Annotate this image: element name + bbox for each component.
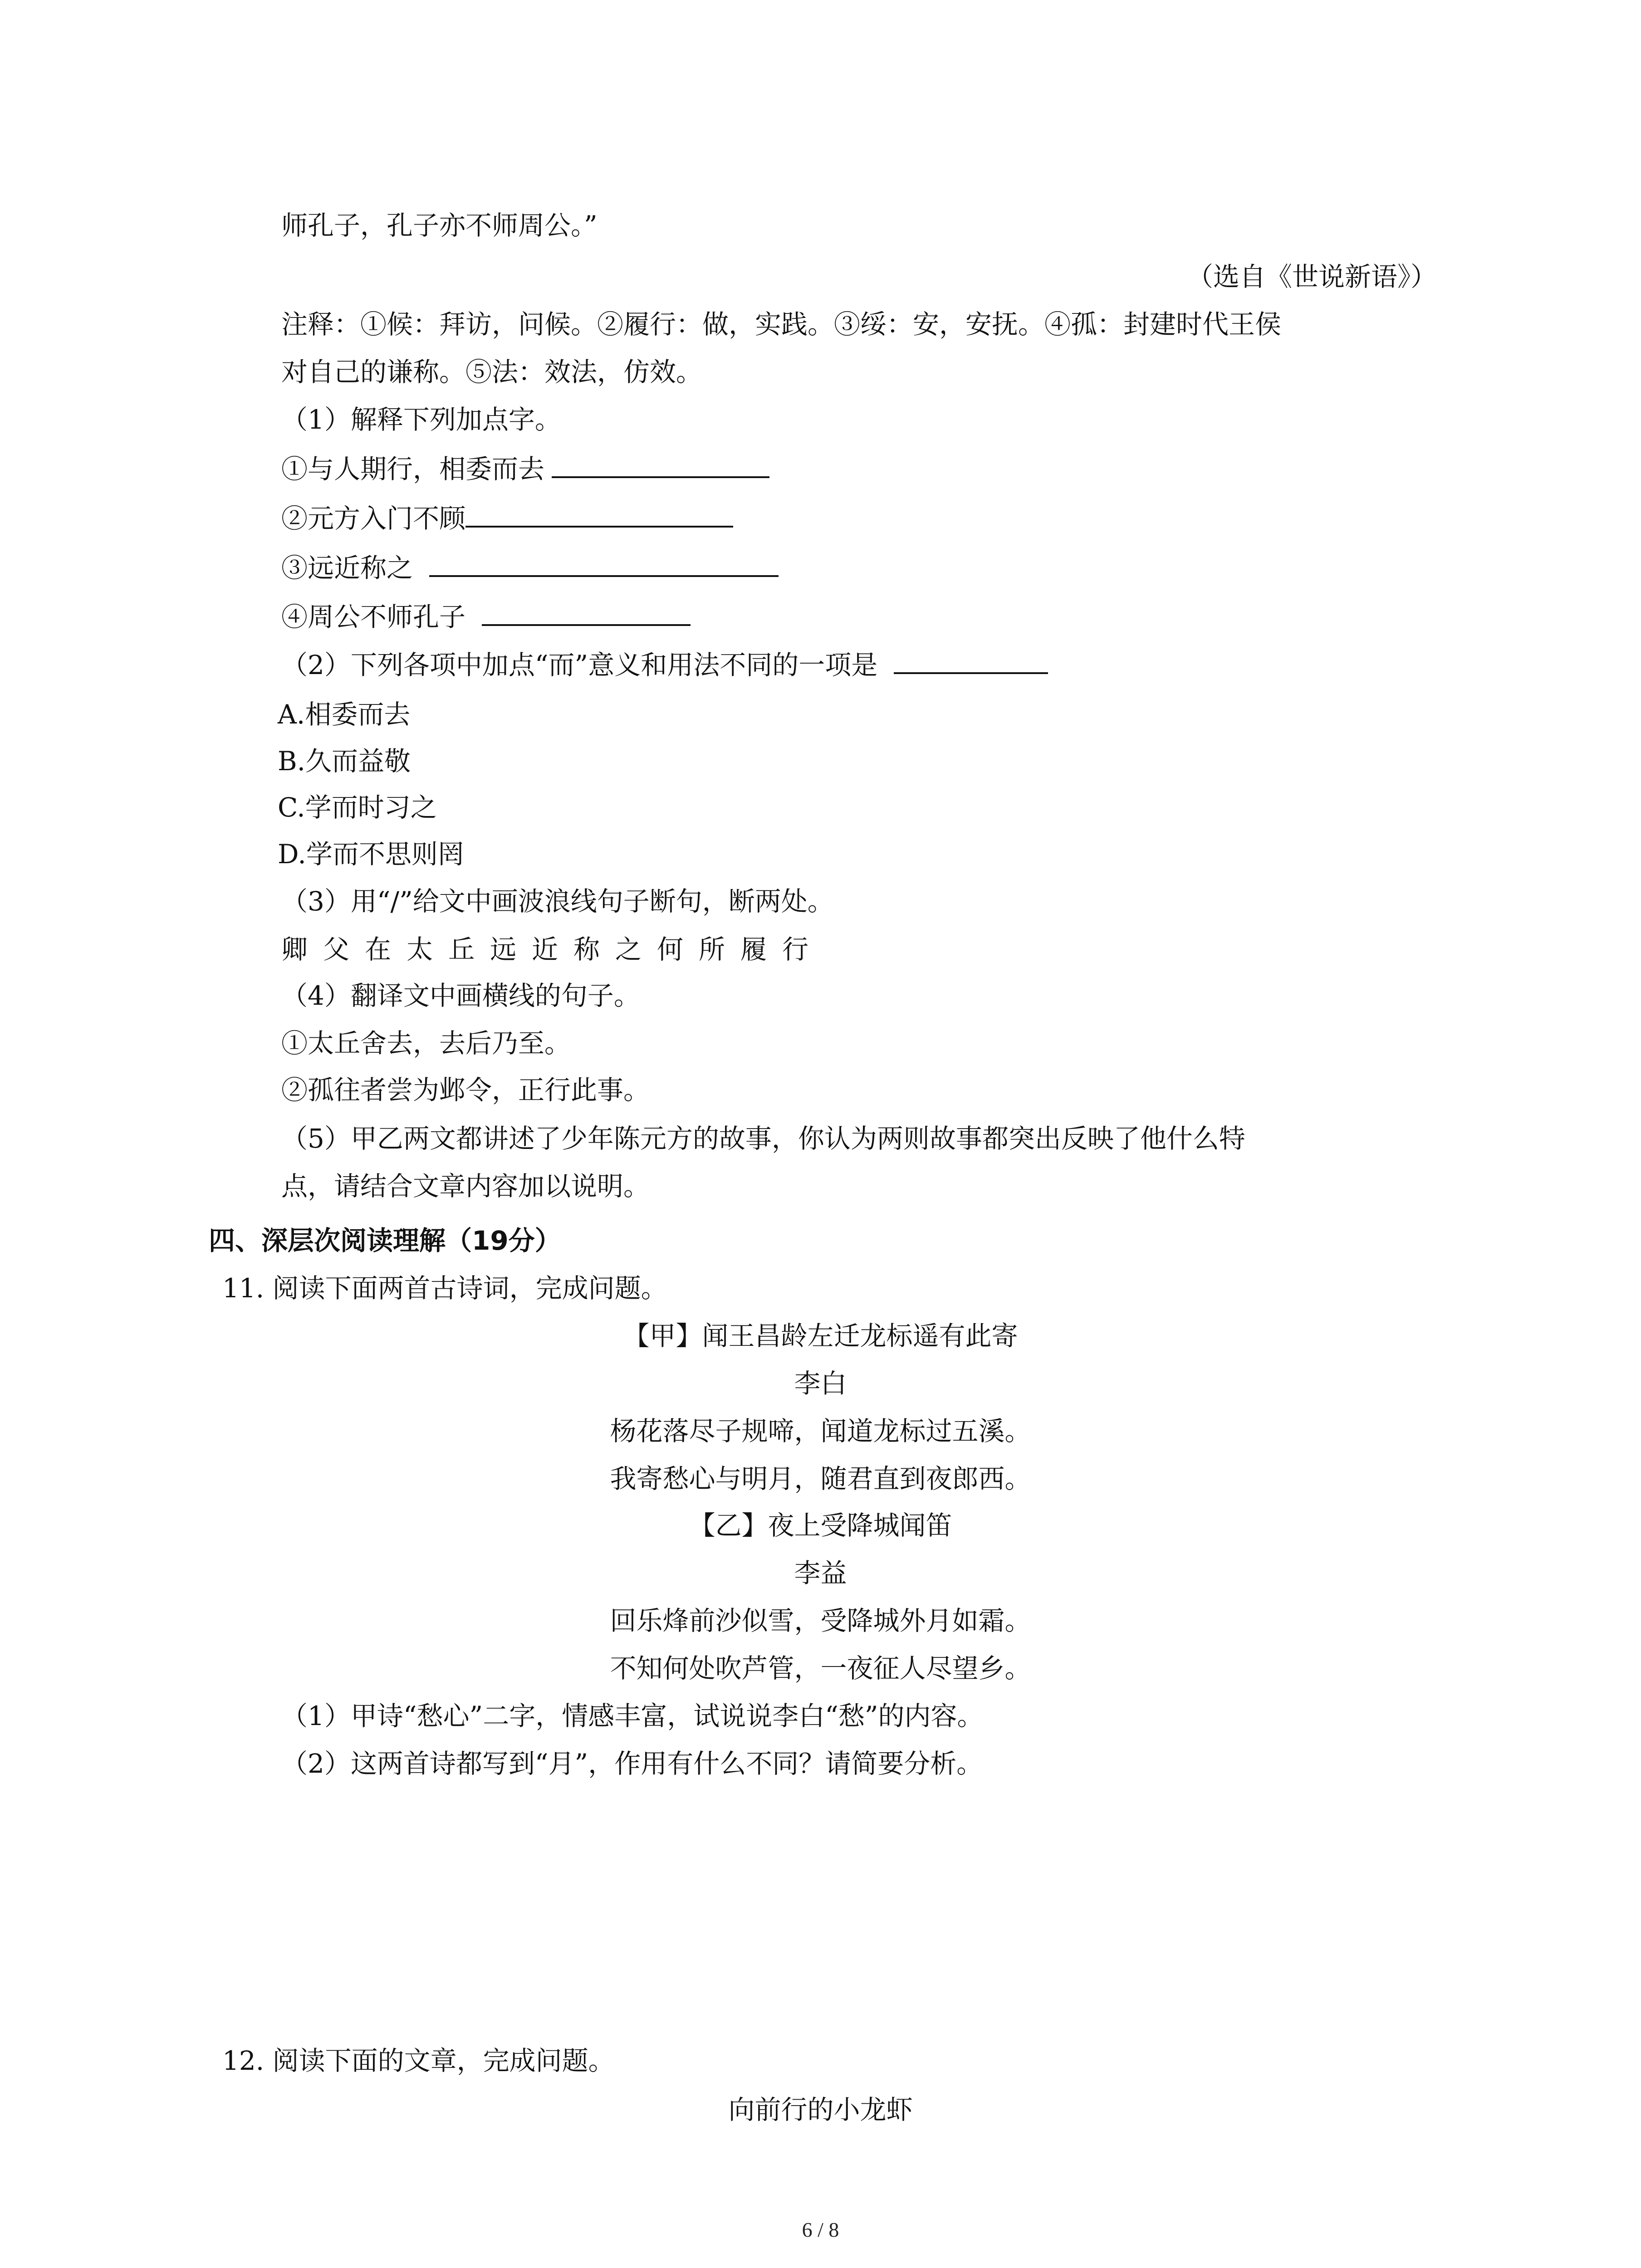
q2-option-b: B.久而益敬 (278, 746, 411, 777)
page-number: 6 / 8 (802, 2218, 839, 2241)
q4-item-1: ①太丘舍去，去后乃至。 (281, 1028, 571, 1059)
q12-prompt: 12. 阅读下面的文章，完成问题。 (222, 2045, 615, 2076)
passage-tail: 师孔子，孔子亦不师周公。” (281, 210, 598, 241)
answer-blank[interactable] (429, 552, 779, 577)
q11-prompt: 11. 阅读下面两首古诗词，完成问题。 (222, 1273, 667, 1304)
answer-blank[interactable] (465, 502, 733, 528)
q1-item-4 (281, 601, 691, 633)
answer-blank[interactable] (552, 453, 769, 478)
q1-item-3 (281, 552, 779, 584)
poem-b-line-1: 回乐烽前沙似雪，受降城外月如霜。 (610, 1605, 1031, 1636)
q2-option-d: D.学而不思则罔 (278, 839, 464, 870)
article-title: 向前行的小龙虾 (728, 2094, 913, 2125)
q1-item-2-text: ②元方入门不顾 (281, 503, 466, 534)
q11-sub-2: （2）这两首诗都写到“月”，作用有什么不同？请简要分析。 (281, 1748, 983, 1779)
q2-option-a: A.相委而去 (278, 699, 411, 730)
answer-blank[interactable] (482, 601, 691, 626)
poem-a-line-2: 我寄愁心与明月，随君直到夜郎西。 (610, 1463, 1031, 1494)
notes-line-2: 对自己的谦称。⑤法：效法，仿效。 (281, 357, 703, 387)
q1-item-2 (281, 502, 733, 534)
q1-prompt: （1）解释下列加点字。 (281, 404, 561, 435)
source-citation: （选自《世说新语》） (1186, 261, 1437, 292)
q4-item-2: ②孤往者尝为邺令，正行此事。 (281, 1075, 650, 1105)
poem-b-title: 【乙】夜上受降城闻笛 (689, 1510, 952, 1541)
q1-item-1-text: ①与人期行，相委而去 (281, 454, 545, 484)
poem-a-title: 【甲】闻王昌龄左迁龙标遥有此寄 (623, 1320, 1018, 1351)
q2-prompt-line (281, 649, 1048, 681)
poem-b-line-2: 不知何处吹芦管，一夜征人尽望乡。 (610, 1653, 1031, 1684)
q5-line-2: 点，请结合文章内容加以说明。 (281, 1171, 650, 1202)
q1-item-4-text: ④周公不师孔子 (281, 601, 466, 632)
q2-option-c: C.学而时习之 (278, 792, 437, 823)
answer-blank[interactable] (894, 649, 1048, 674)
q5-line-1: （5）甲乙两文都讲述了少年陈元方的故事，你认为两则故事都突出反映了他什么特 (281, 1123, 1245, 1154)
q1-item-3-text: ③远近称之 (281, 552, 413, 583)
notes-line-1: 注释：①候：拜访，问候。②履行：做，实践。③绥：安，安抚。④孤：封建时代王侯 (281, 309, 1282, 340)
q3-sentence: 卿父在太丘远近称之何所履行 (281, 934, 824, 965)
q1-item-1 (281, 453, 769, 485)
q4-prompt: （4）翻译文中画横线的句子。 (281, 980, 640, 1011)
poem-b-author: 李益 (794, 1558, 847, 1589)
q11-sub-1: （1）甲诗“愁心”二字，情感丰富，试说说李白“愁”的内容。 (281, 1701, 984, 1731)
section-4-heading: 四、深层次阅读理解（19分） (209, 1225, 561, 1256)
q2-prompt: （2）下列各项中加点“而”意义和用法不同的一项是 (281, 650, 878, 680)
poem-a-author: 李白 (794, 1368, 847, 1399)
q3-prompt: （3）用“/”给文中画波浪线句子断句，断两处。 (281, 886, 834, 917)
poem-a-line-1: 杨花落尽子规啼，闻道龙标过五溪。 (610, 1416, 1031, 1447)
